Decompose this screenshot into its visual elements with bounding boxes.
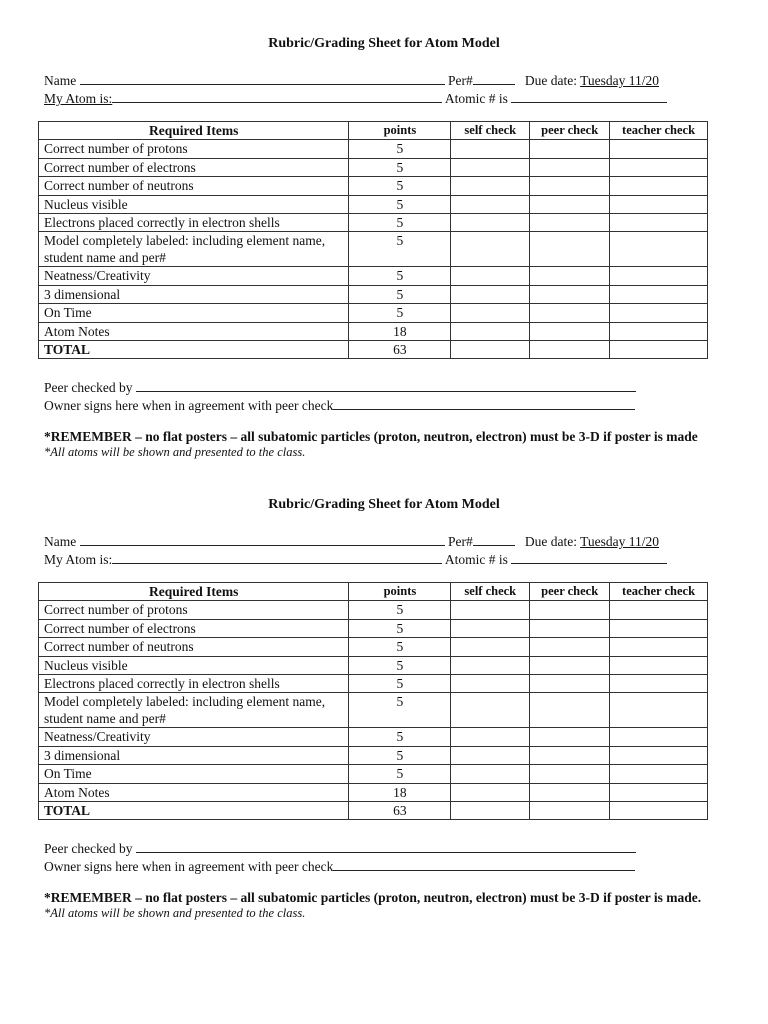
peer-check-cell[interactable] (530, 674, 610, 692)
points-cell: 5 (349, 674, 451, 692)
remember-note: *REMEMBER – no flat posters – all subatomic particles (proton, neutron, electron) must be 3-D if poster is made. (44, 890, 702, 905)
self-check-cell[interactable] (451, 619, 530, 637)
teacher-check-cell[interactable] (610, 619, 708, 637)
rubric-table (38, 121, 708, 359)
due-label: Due date: (524, 534, 577, 549)
teacher-check-cell[interactable] (610, 158, 708, 176)
teacher-check-cell[interactable] (610, 765, 708, 783)
points-cell: 5 (349, 638, 451, 656)
self-check-cell[interactable] (451, 728, 530, 746)
table-row (39, 746, 708, 764)
presentation-note: *All atoms will be shown and presented to the class. (44, 906, 306, 920)
item-cell: Correct number of electrons (39, 619, 349, 637)
points-cell: 5 (349, 285, 451, 303)
table-header-row (39, 122, 708, 140)
item-cell: Atom Notes (39, 783, 349, 801)
self-check-cell[interactable] (451, 232, 530, 267)
teacher-check-cell[interactable] (610, 304, 708, 322)
total-points: 63 (349, 340, 451, 358)
rubric-table (38, 582, 708, 820)
item-cell: Electrons placed correctly in electron shells (39, 213, 349, 231)
total-row (39, 801, 708, 819)
peer-checked-line (44, 840, 636, 857)
self-check-cell[interactable] (451, 158, 530, 176)
table-row (39, 195, 708, 213)
table-row (39, 285, 708, 303)
per-label: Per# (447, 73, 473, 88)
peer-checked-line (44, 379, 636, 396)
table-row (39, 177, 708, 195)
owner-signs-line (44, 397, 635, 414)
teacher-check-cell[interactable] (610, 213, 708, 231)
peer-check-cell[interactable] (530, 728, 610, 746)
peer-checked-field[interactable] (136, 379, 636, 392)
points-cell: 5 (349, 619, 451, 637)
total-label: TOTAL (39, 340, 349, 358)
table-row (39, 601, 708, 619)
header-required-items: Required Items (39, 122, 349, 140)
atomic-number-field[interactable] (511, 90, 667, 103)
peer-check-cell[interactable] (530, 619, 610, 637)
points-cell: 5 (349, 693, 451, 728)
points-cell: 5 (349, 765, 451, 783)
peer-check-cell[interactable] (530, 340, 610, 358)
atom-label: My Atom is: (44, 91, 113, 106)
table-row (39, 656, 708, 674)
item-cell: 3 dimensional (39, 285, 349, 303)
self-check-cell[interactable] (451, 267, 530, 285)
teacher-check-cell[interactable] (610, 728, 708, 746)
teacher-check-cell[interactable] (610, 656, 708, 674)
sheet-title: Rubric/Grading Sheet for Atom Model (268, 497, 500, 512)
table-row (39, 322, 708, 340)
total-points: 63 (349, 801, 451, 819)
points-cell: 5 (349, 232, 451, 267)
item-cell: Electrons placed correctly in electron shells (39, 674, 349, 692)
item-cell: Nucleus visible (39, 195, 349, 213)
points-cell: 5 (349, 656, 451, 674)
item-cell: Correct number of neutrons (39, 177, 349, 195)
atom-label: My Atom is: (44, 552, 113, 567)
peer-checked-label: Peer checked by (44, 841, 133, 856)
atom-line (44, 90, 667, 107)
item-cell: 3 dimensional (39, 746, 349, 764)
table-row (39, 158, 708, 176)
atomic-number-label: Atomic # is (444, 91, 508, 106)
self-check-cell[interactable] (451, 765, 530, 783)
peer-check-cell[interactable] (530, 638, 610, 656)
atomic-number-field[interactable] (511, 551, 667, 564)
table-row (39, 728, 708, 746)
teacher-check-cell[interactable] (610, 177, 708, 195)
table-row (39, 213, 708, 231)
item-cell: Correct number of electrons (39, 158, 349, 176)
table-row (39, 638, 708, 656)
peer-check-cell[interactable] (530, 765, 610, 783)
name-line (44, 533, 659, 550)
table-row (39, 693, 708, 728)
total-label: TOTAL (39, 801, 349, 819)
self-check-cell[interactable] (451, 322, 530, 340)
atom-line (44, 551, 667, 568)
peer-check-cell[interactable] (530, 140, 610, 158)
table-row (39, 783, 708, 801)
peer-check-cell[interactable] (530, 783, 610, 801)
peer-check-cell[interactable] (530, 746, 610, 764)
atom-field[interactable] (112, 90, 442, 103)
teacher-check-cell[interactable] (610, 267, 708, 285)
self-check-cell[interactable] (451, 674, 530, 692)
self-check-cell[interactable] (451, 285, 530, 303)
peer-check-cell[interactable] (530, 285, 610, 303)
sheet-title: Rubric/Grading Sheet for Atom Model (268, 36, 500, 51)
per-label: Per# (447, 534, 473, 549)
points-cell: 5 (349, 746, 451, 764)
teacher-check-cell[interactable] (610, 746, 708, 764)
item-cell: Neatness/Creativity (39, 267, 349, 285)
item-cell: Model completely labeled: including element name, student name and per# (39, 232, 349, 267)
peer-check-cell[interactable] (530, 213, 610, 231)
teacher-check-cell[interactable] (610, 801, 708, 819)
self-check-cell[interactable] (451, 638, 530, 656)
teacher-check-cell[interactable] (610, 140, 708, 158)
self-check-cell[interactable] (451, 195, 530, 213)
peer-check-cell[interactable] (530, 322, 610, 340)
name-field[interactable] (80, 72, 445, 85)
atomic-number-label: Atomic # is (444, 552, 508, 567)
due-date-value: Tuesday 11/20 (580, 534, 659, 549)
due-date-value: Tuesday 11/20 (580, 73, 659, 88)
peer-check-cell[interactable] (530, 304, 610, 322)
teacher-check-cell[interactable] (610, 601, 708, 619)
item-cell: Correct number of neutrons (39, 638, 349, 656)
presentation-note: *All atoms will be shown and presented to the class. (44, 445, 306, 459)
due-label: Due date: (524, 73, 577, 88)
header-points: points (349, 583, 451, 601)
item-cell: On Time (39, 765, 349, 783)
name-line (44, 72, 659, 89)
self-check-cell[interactable] (451, 801, 530, 819)
self-check-cell[interactable] (451, 140, 530, 158)
table-row (39, 304, 708, 322)
peer-check-cell[interactable] (530, 801, 610, 819)
peer-check-cell[interactable] (530, 656, 610, 674)
points-cell: 5 (349, 195, 451, 213)
per-field[interactable] (473, 72, 515, 85)
owner-signs-label: Owner signs here when in agreement with peer check (44, 859, 334, 874)
peer-check-cell[interactable] (530, 267, 610, 285)
remember-note: *REMEMBER – no flat posters – all subatomic particles (proton, neutron, electron) must be 3-D if poster is made (44, 429, 698, 444)
teacher-check-cell[interactable] (610, 322, 708, 340)
peer-check-cell[interactable] (530, 177, 610, 195)
item-cell: Nucleus visible (39, 656, 349, 674)
table-row (39, 765, 708, 783)
teacher-check-cell[interactable] (610, 340, 708, 358)
header-peer-check: peer check (530, 122, 610, 140)
self-check-cell[interactable] (451, 746, 530, 764)
self-check-cell[interactable] (451, 177, 530, 195)
teacher-check-cell[interactable] (610, 674, 708, 692)
peer-check-cell[interactable] (530, 232, 610, 267)
header-teacher-check: teacher check (610, 122, 708, 140)
points-cell: 5 (349, 140, 451, 158)
header-required-items: Required Items (39, 583, 349, 601)
teacher-check-cell[interactable] (610, 638, 708, 656)
name-label: Name (44, 73, 77, 88)
self-check-cell[interactable] (451, 304, 530, 322)
owner-signature-field[interactable] (333, 858, 635, 871)
item-cell: Neatness/Creativity (39, 728, 349, 746)
table-row (39, 674, 708, 692)
header-peer-check: peer check (530, 583, 610, 601)
table-row (39, 232, 708, 267)
total-row (39, 340, 708, 358)
self-check-cell[interactable] (451, 656, 530, 674)
teacher-check-cell[interactable] (610, 783, 708, 801)
table-row (39, 140, 708, 158)
table-row (39, 267, 708, 285)
teacher-check-cell[interactable] (610, 693, 708, 728)
points-cell: 5 (349, 304, 451, 322)
name-label: Name (44, 534, 77, 549)
teacher-check-cell[interactable] (610, 232, 708, 267)
item-cell: On Time (39, 304, 349, 322)
owner-signs-line (44, 858, 635, 875)
points-cell: 5 (349, 158, 451, 176)
header-points: points (349, 122, 451, 140)
header-self-check: self check (451, 583, 530, 601)
points-cell: 5 (349, 728, 451, 746)
item-cell: Model completely labeled: including element name, student name and per# (39, 693, 349, 728)
peer-check-cell[interactable] (530, 601, 610, 619)
points-cell: 5 (349, 213, 451, 231)
peer-check-cell[interactable] (530, 195, 610, 213)
points-cell: 18 (349, 322, 451, 340)
teacher-check-cell[interactable] (610, 285, 708, 303)
peer-checked-field[interactable] (136, 840, 636, 853)
self-check-cell[interactable] (451, 601, 530, 619)
item-cell: Atom Notes (39, 322, 349, 340)
self-check-cell[interactable] (451, 340, 530, 358)
atom-field[interactable] (112, 551, 442, 564)
owner-signs-label: Owner signs here when in agreement with peer check (44, 398, 334, 413)
item-cell: Correct number of protons (39, 140, 349, 158)
points-cell: 5 (349, 267, 451, 285)
table-row (39, 619, 708, 637)
self-check-cell[interactable] (451, 783, 530, 801)
self-check-cell[interactable] (451, 213, 530, 231)
points-cell: 5 (349, 601, 451, 619)
peer-check-cell[interactable] (530, 693, 610, 728)
self-check-cell[interactable] (451, 693, 530, 728)
header-self-check: self check (451, 122, 530, 140)
item-cell: Correct number of protons (39, 601, 349, 619)
per-field[interactable] (473, 533, 515, 546)
teacher-check-cell[interactable] (610, 195, 708, 213)
points-cell: 5 (349, 177, 451, 195)
peer-checked-label: Peer checked by (44, 380, 133, 395)
name-field[interactable] (80, 533, 445, 546)
header-teacher-check: teacher check (610, 583, 708, 601)
points-cell: 18 (349, 783, 451, 801)
table-header-row (39, 583, 708, 601)
owner-signature-field[interactable] (333, 397, 635, 410)
peer-check-cell[interactable] (530, 158, 610, 176)
